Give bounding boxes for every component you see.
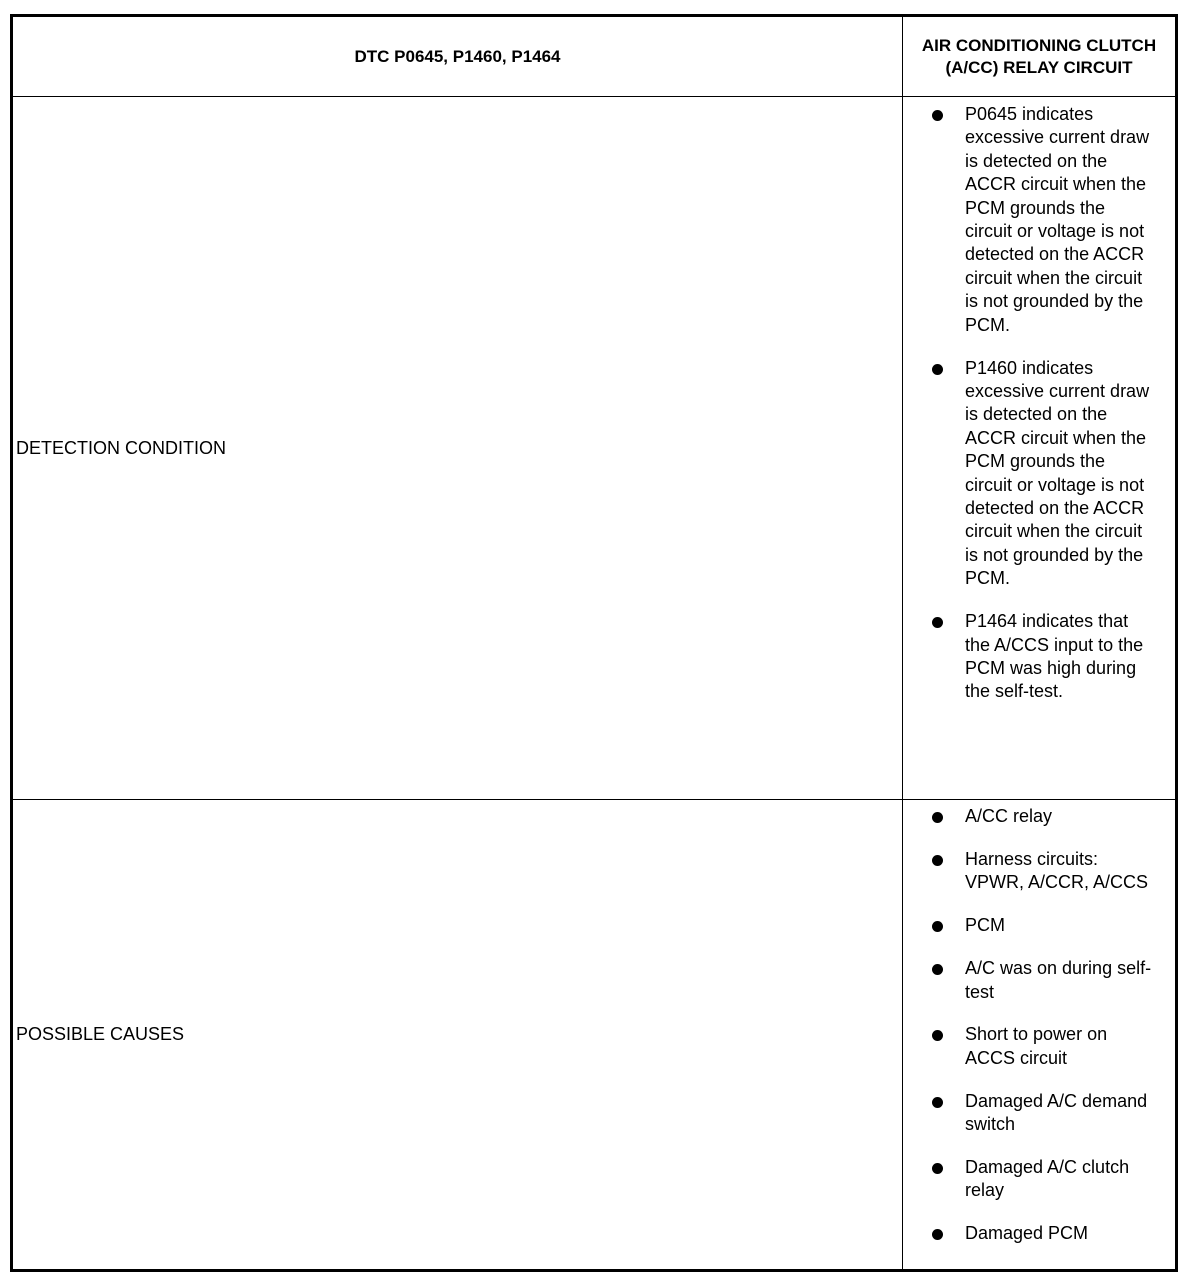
possible-causes-label: POSSIBLE CAUSES [16,1024,185,1044]
header-dtc-codes: DTC P0645, P1460, P1464 [13,17,903,96]
list-item [929,610,1157,704]
bullet-icon [932,1229,943,1240]
list-item-text: Short to power on ACCS circuit [965,1024,1108,1068]
list-item [929,848,1157,895]
possible-causes-label-cell [13,800,903,1269]
list-item [929,357,1157,591]
bullet-icon [932,921,943,932]
list-item [929,1090,1157,1137]
bullet-icon [932,855,943,866]
detection-condition-row [13,97,1175,800]
list-item-text: PCM [965,915,1005,936]
bullet-icon [932,364,943,375]
list-item-text: Harness circuits: VPWR, A/CCR, A/CCS [965,848,1149,893]
list-item-text: A/C was on during self-test [965,958,1152,1002]
list-item [929,1156,1157,1203]
possible-causes-list [903,800,1175,1246]
list-item-text: P1464 indicates that the A/CCS input to the PCM was high during the self-test. [965,611,1144,702]
possible-causes-row [13,800,1175,1269]
table-header-row [13,17,1175,97]
list-item-text: A/CC relay [965,806,1053,826]
detection-condition-content [903,97,1175,799]
list-item [929,1023,1157,1070]
list-item-text: Damaged A/C clutch relay [965,1157,1130,1201]
bullet-icon [932,1163,943,1174]
bullet-icon [932,110,943,121]
detection-condition-label-cell [13,97,903,799]
list-item [929,805,1157,828]
bullet-icon [932,617,943,628]
list-item [929,957,1157,1004]
list-item-text: P1460 indicates excessive current draw is detected on the ACCR circuit when the PCM grounds the circuit or voltage is not detected on the ACCR circuit when the circuit is not grounded by the PCM. [965,357,1150,589]
bullet-icon [932,1030,943,1041]
detection-condition-label: DETECTION CONDITION [16,437,226,458]
header-circuit-title: AIR CONDITIONING CLUTCH (A/CC) RELAY CIRCUIT [921,35,1157,77]
list-item-text: P0645 indicates excessive current draw is detected on the ACCR circuit when the PCM grounds the circuit or voltage is not detected on the ACCR circuit when the circuit is not grounded by the PCM. [965,104,1150,335]
detection-condition-list [903,97,1175,704]
bullet-icon [932,812,943,823]
bullet-icon [932,1097,943,1108]
list-item [929,103,1157,337]
list-item-text: Damaged A/C demand switch [965,1090,1148,1135]
list-item [929,1222,1157,1245]
list-item [929,914,1157,937]
list-item-text: Damaged PCM [965,1223,1089,1244]
possible-causes-content [903,800,1175,1269]
dtc-table [10,14,1178,1272]
bullet-icon [932,964,943,975]
